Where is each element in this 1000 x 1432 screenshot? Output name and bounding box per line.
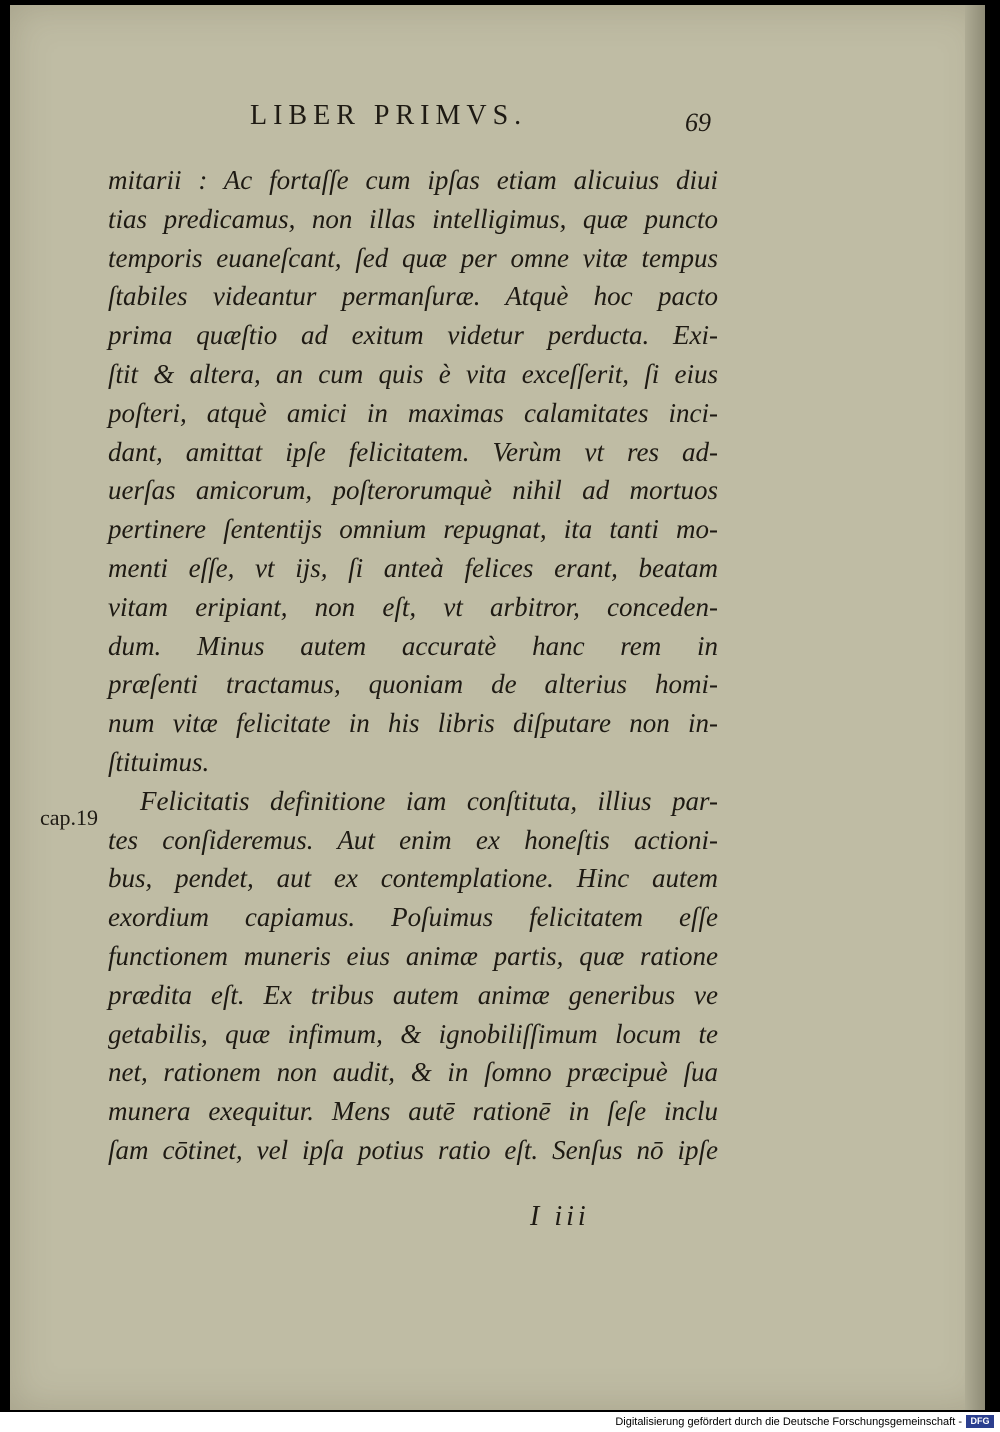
running-header: LIBER PRIMVS. xyxy=(250,100,528,131)
body-text xyxy=(108,161,718,1170)
text-line: ſtit & altera, an cum quis è vita exceſſerit, ſi eius xyxy=(108,358,718,389)
text-line: ſtituimus. xyxy=(108,746,210,777)
text-line: ſtabiles videantur permanſuræ. Atquè hoc pacto xyxy=(108,281,718,312)
signature-mark: I iii xyxy=(530,1201,590,1232)
text-line: temporis euaneſcant, ſed quæ per omne vitæ tempus xyxy=(108,242,718,273)
text-line: tes conſideremus. Aut enim ex honeſtis actioni- xyxy=(108,824,718,855)
text-line: dum. Minus autem accuratè hanc rem in xyxy=(108,630,718,661)
text-line: exordium capiamus. Poſuimus felicitatem eſſe xyxy=(108,902,718,933)
text-line: net, rationem non audit, & in ſomno præcipuè ſua xyxy=(108,1057,718,1088)
text-line: dant, amittat ipſe felicitatem. Verùm vt res ad- xyxy=(108,436,718,467)
page-number: 69 xyxy=(685,108,711,137)
text-line: functionem muneris eius animæ partis, quæ ratione xyxy=(108,940,718,971)
text-line: uerſas amicorum, poſterorumquè nihil ad mortuos xyxy=(108,475,718,506)
text-line: prima quæſtio ad exitum videtur perducta. Exi- xyxy=(108,320,718,351)
text-line: poſteri, atquè amici in maximas calamitates inci- xyxy=(108,397,718,428)
dfg-logo-icon: DFG xyxy=(966,1415,994,1428)
text-line: præſenti tractamus, quoniam de alterius homi- xyxy=(108,669,718,700)
funding-credit: Digitalisierung gefördert durch die Deutsche Forschungsgemeinschaft - xyxy=(615,1416,962,1428)
text-line: menti eſſe, vt ijs, ſi anteà felices erant, beatam xyxy=(108,552,718,583)
text-line: munera exequitur. Mens autē rationē in ſeſe inclu xyxy=(108,1096,718,1127)
book-page xyxy=(10,5,985,1410)
text-line: bus, pendet, aut ex contemplatione. Hinc autem xyxy=(108,863,718,894)
text-line: prædita eſt. Ex tribus autem animæ generibus ve xyxy=(108,979,718,1010)
footer-bar xyxy=(0,1412,1000,1432)
text-line: num vitæ felicitate in his libris diſputare non in- xyxy=(108,708,718,739)
text-line: ſam cōtinet, vel ipſa potius ratio eſt. Senſus nō ipſe xyxy=(108,1134,718,1165)
text-line: pertinere ſententijs omnium repugnat, ita tanti mo- xyxy=(108,514,718,545)
page-edge xyxy=(965,5,985,1410)
text-line: Felicitatis definitione iam conſtituta, illius par- xyxy=(140,785,718,816)
text-line: vitam eripiant, non eſt, vt arbitror, conceden- xyxy=(108,591,718,622)
marginal-note: cap.19 xyxy=(40,805,99,830)
text-line: mitarii : Ac fortaſſe cum ipſas etiam alicuius diui xyxy=(108,165,718,195)
text-line: getabilis, quæ infimum, & ignobiliſſimum locum te xyxy=(108,1018,718,1049)
text-line: tias predicamus, non illas intelligimus, quæ puncto xyxy=(108,203,718,234)
